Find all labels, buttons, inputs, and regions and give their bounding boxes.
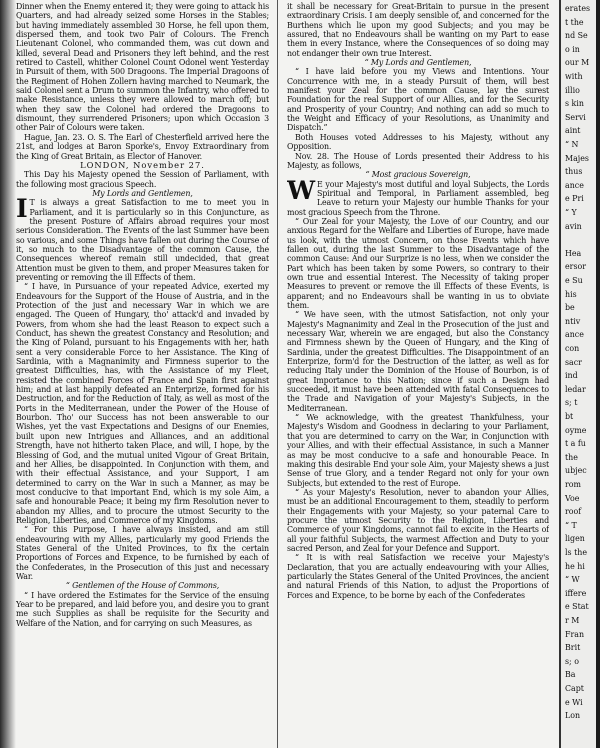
left-para-4-text: T is always a great Satisfaction to me to meet you in Parliament, and it is particularly so in this Conjuncture, as the present Posture of Affairs abroad requires your most serious Consideration. The Events of the last Summer have been so various, and some Things have fallen out during the Course of it, so much to the Disadvantage of the common Cause, the Consequences whereof remain still undecided, that great Attention must be given to them, and proper Measures taken for preventing or removing the ill Effects of them. bbox=[16, 198, 269, 282]
binding-shadow bbox=[0, 0, 16, 748]
right-salutation: “ My Lords and Gentlemen, bbox=[364, 58, 472, 68]
right-para-8: “ We acknowledge, with the greatest Thankfulness, your Majesty's Wisdom and Goodness in declaring to your Parliament, that you are determined to carry on the War, in Conjunction with your Allies, and with their effectual Assistance, in such a Manner as may be most conducive to a safe and honourable Peace. In making this desirable End your sole Aim, your Majesty shews a just Sense of true Glory, and a tender Regard not only for your own Subjects, but extended to the rest of Europe. bbox=[287, 413, 549, 488]
edge-fragment: illio bbox=[565, 85, 580, 95]
edge-fragment: con bbox=[565, 344, 580, 353]
edge-fragment: o in bbox=[565, 44, 580, 54]
edge-fragment: bt bbox=[565, 412, 574, 421]
edge-fragment: ind bbox=[565, 371, 578, 381]
edge-fragment: ledar bbox=[565, 384, 586, 394]
right-para-2: “ I have laid before you my Views and Intentions. Your Concurrence with me, in a steady Pursuit of them, will best manifest your Zeal for the common Cause, lay the surest Foundation for the real Support of our Allies, and for the Security and Prosperity of your Country; And nothing can add so much to the Weight and Efficacy of your Resolutions, as Unanimity and Dispatch.” bbox=[287, 67, 549, 133]
edge-fragment: ntiv bbox=[565, 316, 581, 326]
edge-fragment: ligen bbox=[565, 534, 585, 544]
edge-fragment: Fran bbox=[565, 629, 585, 639]
left-para-6: “ For this Purpose, I have always insisted, and am still endeavouring with my Allies, particularly my good Friends the States General of the United Provinces, to fix the certain Proportions of Forces and Expence, to be furnished by each of the Confederates, in the Prosecution of this just and necessary War. bbox=[16, 525, 269, 581]
edge-fragment: thus bbox=[565, 167, 583, 177]
edge-fragment: “ N bbox=[565, 140, 579, 149]
edge-fragment: rom bbox=[565, 480, 582, 489]
edge-fragment: Lon bbox=[565, 711, 581, 721]
column-rule bbox=[277, 0, 278, 748]
right-para-10: “ It is with real Satisfaction we receive your Majesty's Declaration, that you are actually endeavouring with your Allies, particularly the States General of the United Provinces, the ancient and natural Friends of this Nation, to adjust the Proportions of Forces and Expence, to be borne by each of the Confederates bbox=[287, 553, 549, 600]
address-heading: “ Most gracious Sovereign, bbox=[365, 170, 471, 180]
edge-fragment: ance bbox=[565, 330, 584, 340]
edge-fragment: with bbox=[565, 72, 583, 81]
edge-fragment: Hea bbox=[565, 248, 582, 258]
edge-fragment: Brit bbox=[565, 643, 581, 653]
left-para-7: “ I have ordered the Estimates for the Service of the ensuing Year to be prepared, and laid before you, and desire you to grant me such Supplies as shall be requisite for the Security and Welfare of the Nation, and for carrying on such Measures, as bbox=[16, 590, 269, 628]
edge-fragment: avin bbox=[565, 221, 582, 231]
edge-fragment: the bbox=[565, 452, 578, 462]
edge-fragment: Voe bbox=[565, 493, 580, 503]
edge-fragment: “ T bbox=[565, 520, 577, 530]
left-para-1: Dinner when the Enemy entered it; they were going to attack his Quarters, and had already seized some Horses in the Stables; but having immediately assembled 30 Horse, he fell upon them, dispersed them, and took two Pair of Colours. The French Lieutenant Colonel, who commanded them, was cut down and killed, several Dead and Prisoners they left behind, and the rest retired to Castell, whither Colonel Count Odonel went Yesterday in Pursuit of them, with 500 Dragoons. The Imperial Dragoons of the Regiment of Hohen Zollern having marched to Neumark, the said Colonel sent a Drum to summon the Infantry, who offered to make Resistance, unless they were allowed to march off; but when they saw the Colonel had ordered the Dragoons to dismount, they surrendered Prisoners; upon which Occasion 3 other Pair of Colours were taken. bbox=[16, 2, 269, 133]
edge-fragment: Majes bbox=[565, 153, 589, 163]
dateline: LONDON, November 27. bbox=[80, 159, 205, 170]
speech-salutation: My Lords and Gentlemen, bbox=[92, 188, 193, 198]
edge-fragment: r M bbox=[565, 616, 580, 625]
drop-cap-i: I bbox=[16, 194, 28, 224]
left-column bbox=[16, 2, 269, 742]
edge-fragment: “ Y bbox=[565, 208, 577, 217]
commons-heading: “ Gentlemen of the House of Commons, bbox=[65, 581, 220, 591]
edge-fragment: Capt bbox=[565, 684, 584, 693]
edge-fragment: Servi bbox=[565, 112, 586, 122]
edge-fragment: e Stat bbox=[565, 602, 589, 612]
page-edge-shadow bbox=[596, 0, 600, 748]
right-para-4: Nov. 28. The House of Lords presented their Address to his Majesty, as follows, bbox=[287, 151, 549, 170]
edge-fragment: e Su bbox=[565, 276, 583, 285]
edge-fragment: roof bbox=[565, 507, 582, 517]
edge-fragment: aint bbox=[565, 126, 581, 136]
edge-fragment: s; t bbox=[565, 398, 578, 408]
right-para-6: “ Our Zeal for your Majesty, the Love of our Country, and our anxious Regard for the Welfare and Liberties of Europe, have made us look, with the utmost Concern, on those Events which have fallen out, during the last Summer to the Disadvantage of the common Cause: And our Surprize is no less, when we consider the Part which has been taken by some Powers, so contrary to their own true and essential Interest. The Necessity of taking proper Measures to prevent or remove the ill Effects of these Events, is apparent; and no Endeavours shall be wanting in us to obviate them. bbox=[287, 216, 549, 310]
edge-fragment: t a fu bbox=[565, 439, 586, 449]
edge-fragment: be bbox=[565, 303, 575, 313]
edge-fragment: e Pri bbox=[565, 194, 584, 204]
edge-fragment: iffere bbox=[565, 588, 587, 598]
left-para-5: “ I have, in Pursuance of your repeated Advice, exerted my Endeavours for the Support of the House of Austria, and in the Protection of the just and necessary War in which we are engaged. The Queen of Hungary, tho' attack'd and invaded by Powers, from whom she had the least Reason to expect such a Conduct, has shewn the greatest Constancy and Resolution; and the King of Poland, pursuant to his Engagements with her, hath sent a very considerable Force to her Assistance. The King of Sardinia, with a Magnanimity and Firmness superior to the greatest Difficulties, has, with the Assistance of my Fleet, resisted the combined Forces of France and Spain first against him; and at last happily defeated an Enterprize, formed for his Destruction, and for the Reduction of Italy, as well as most of the Ports in the Mediterranean, under the Power of the House of Bourbon. Tho' our Success has not been answerable to our Wishes, yet the vast Expectations and Designs of our Enemies, built upon new Intrigues and Alliances, and an additional Strength, have not hitherto taken Place, and will, I hope, by the Blessing of God, and the mutual united Vigour of Great Britain, and her Allies, be disappointed. In Conjunction with them, and with their effectual Assistance, and your Support, I am determined to carry on the War in such a Manner, as may be most conducive to that important End, which is my sole Aim, a safe and honourable Peace; it being my firm Resolution never to abandon my Allies, and to procure the utmost Security to the Religion, Liberties, and Commerce of my Kingdoms. bbox=[16, 282, 269, 525]
drop-cap-w: W bbox=[287, 175, 315, 205]
left-para-2: Hague, Jan. 23. O. S. The Earl of Chesterfield arrived here the 21st, and lodges at Baron Sporke's, Envoy Extraordinary from the King of Great Britain, as Elector of Hanover. bbox=[16, 132, 269, 161]
edge-fragment: our M bbox=[565, 58, 590, 68]
next-page-edge bbox=[559, 0, 600, 748]
right-column bbox=[287, 2, 549, 742]
edge-fragment: e Wi bbox=[565, 697, 583, 707]
right-para-9: “ As your Majesty's Resolution, never to abandon your Allies, must be an additional Encouragement to them, steadily to perform their Engagements with your Majesty, so your paternal Care to procure the utmost Security to the Religion, Liberties and Commerce of your Kingdoms, cannot fail to excite in the Hearts of all your faithful Subjects, the warmest Affection and Duty to your sacred Person, and Zeal for your Defence and Support. bbox=[287, 487, 549, 553]
edge-fragment: oyme bbox=[565, 425, 587, 435]
edge-fragment: nd Se bbox=[565, 31, 588, 41]
edge-fragment: Ba bbox=[565, 670, 576, 680]
edge-fragment: ubjec bbox=[565, 466, 587, 476]
edge-fragment: sacr bbox=[565, 357, 582, 367]
left-para-3: This Day his Majesty opened the Session of Parliament, with the following most gracious Speech. bbox=[16, 170, 269, 189]
edge-fragment: his bbox=[565, 289, 577, 299]
edge-fragment: s kin bbox=[565, 99, 584, 109]
edge-fragment: ersor bbox=[565, 262, 587, 272]
edge-fragment: “ W bbox=[565, 575, 580, 585]
right-para-1: it shall be necessary for Great-Britain to pursue in the present extraordinary Crisis. I am deeply sensible of, and concerned for the Burthens which lie upon my good Subjects; and you may be assured, that no Endeavours shall be wanting on my Part to ease them in every Instance, where the Consequences of so doing may not endanger their own true Interest. bbox=[287, 2, 549, 58]
edge-fragment: erates bbox=[565, 4, 591, 13]
edge-fragment: ls the bbox=[565, 548, 588, 557]
right-para-3: Both Houses voted Addresses to his Majesty, without any Opposition. bbox=[287, 132, 549, 152]
left-para-4 bbox=[16, 194, 269, 282]
edge-fragment: t the bbox=[565, 17, 584, 27]
edge-fragment: s; o bbox=[565, 656, 579, 666]
right-para-7: “ We have seen, with the utmost Satisfaction, not only your Majesty's Magnanimity and Zeal in the Prosecution of the just and necessary War, wherein we are engaged, but also the Constancy and Firmness shewn by the Queen of Hungary, and the King of Sardinia, under the greatest Difficulties. The Disappointment of an Enterprize, form'd for the Destruction of the latter, as well as for reducing Italy under the Dominion of the House of Bourbon, is of great Importance to this Nation; since if such a Design had succeeded, it must have been attended with fatal Consequences to the Trade and Navigation of your Majesty's Subjects, in the Mediterranean. bbox=[287, 310, 549, 413]
right-para-5-text: E your Majesty's most dutiful and loyal Subjects, the Lords Spiritual and Temporal, in Parliament assembled, beg Leave to return your Majesty our humble Thanks for your most gracious Speech from the Throne. bbox=[287, 179, 549, 217]
edge-fragment: ance bbox=[565, 180, 584, 190]
edge-fragment: he hi bbox=[565, 561, 585, 571]
